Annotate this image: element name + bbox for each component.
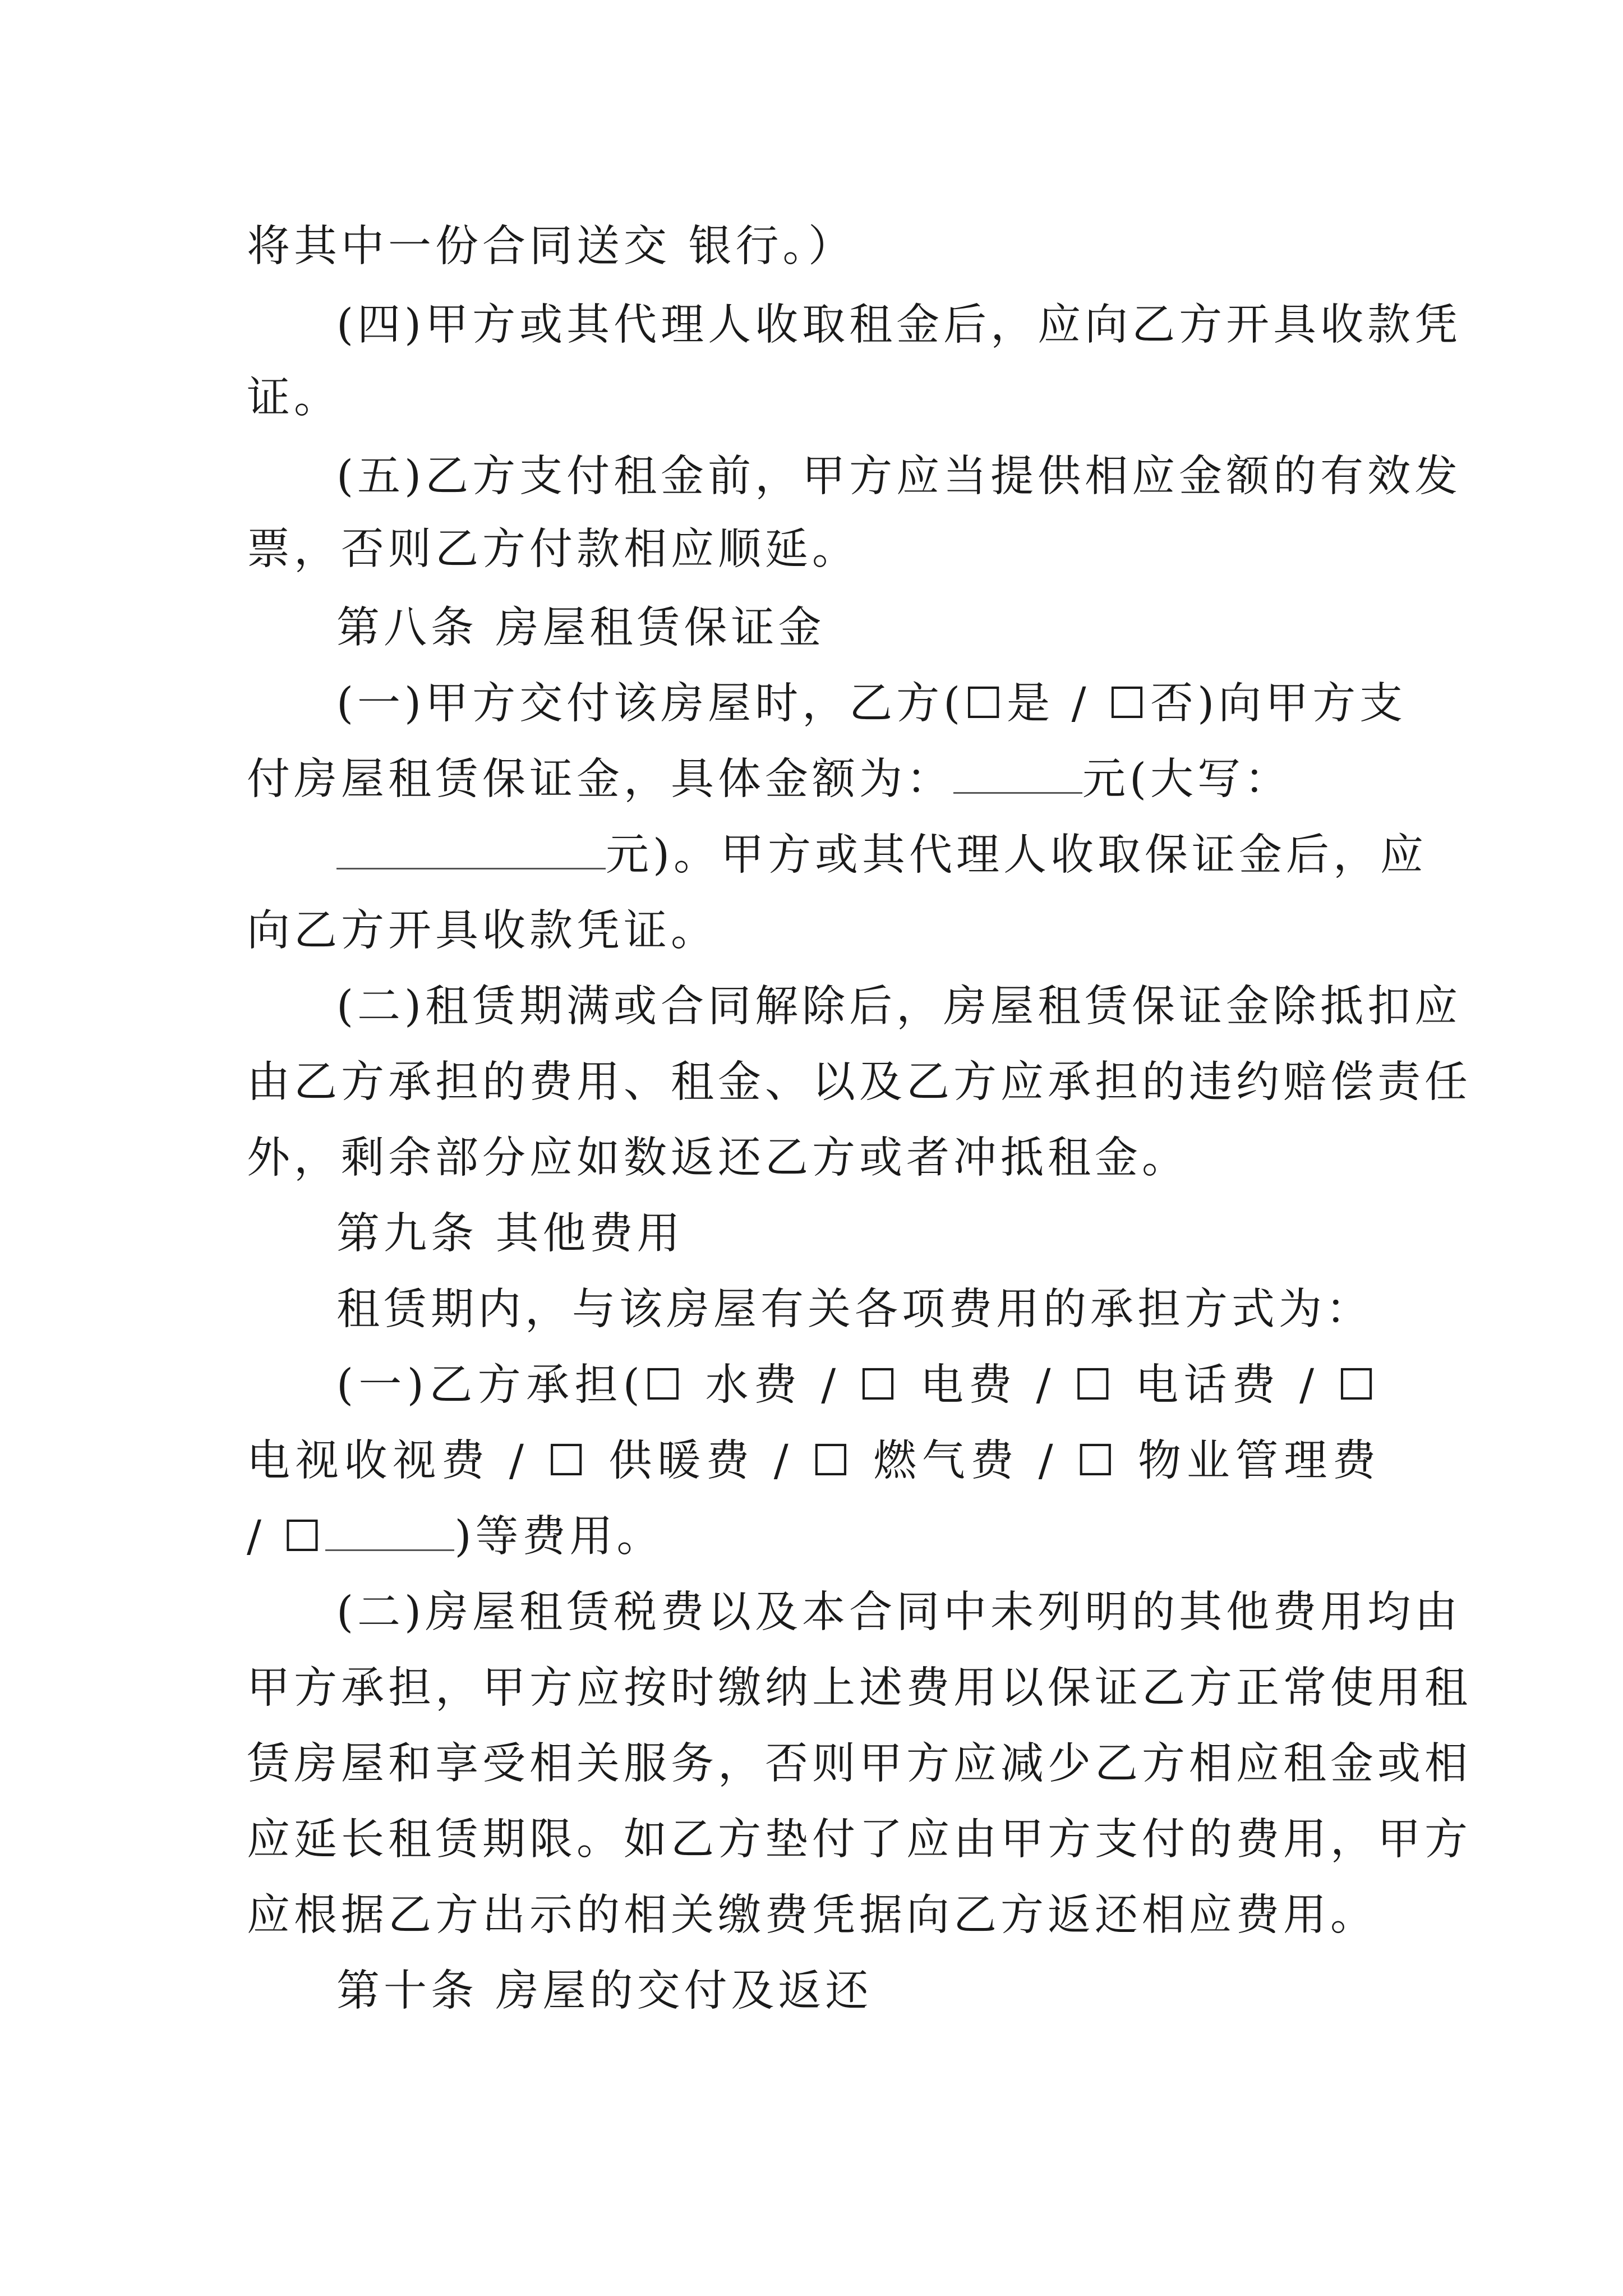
- text-line: 证。: [247, 373, 341, 423]
- article-9-heading: 第九条 其他费用: [336, 1209, 684, 1259]
- article-8-heading: 第八条 房屋租赁保证金: [336, 603, 826, 653]
- deposit-amount-blank: [953, 753, 1082, 794]
- text-line: 应延长租赁期限。如乙方垫付了应由甲方支付的费用，甲方: [247, 1815, 1472, 1865]
- deposit-uppercase-line: 元)。甲方或其代理人收取保证金后，应: [247, 827, 1380, 884]
- text-line: 电视收视费 / ☐ 供暖费 / ☐ 燃气费 / ☐ 物业管理费: [247, 1436, 1380, 1486]
- deposit-amount-line: 付房屋租赁保证金，具体金额为： 元(大写：: [247, 752, 1380, 808]
- clause-7-item-5: (五)乙方支付租金前，甲方应当提供相应金额的有效发: [336, 452, 1462, 501]
- text-line: 向乙方开具收款凭证。: [247, 906, 718, 956]
- clause-7-item-4: (四)甲方或其代理人收取租金后，应向乙方开具收款凭: [336, 300, 1462, 350]
- clause-8-item-1: (一)甲方交付该房屋时，乙方(☐是 / ☐否)向甲方支: [336, 679, 1407, 729]
- text-line: 外，剩余部分应如数返还乙方或者冲抵租金。: [247, 1133, 1189, 1183]
- text-line: 赁房屋和享受相关服务，否则甲方应减少乙方相应租金或相: [247, 1739, 1472, 1789]
- text-line: 甲方承担，甲方应按时缴纳上述费用以保证乙方正常使用租: [247, 1663, 1472, 1713]
- text-line: 票，否则乙方付款相应顺延。: [247, 524, 859, 574]
- text-line: 由乙方承担的费用、租金、以及乙方应承担的违约赔偿责任: [247, 1057, 1472, 1107]
- clause-8-item-2: (二)租赁期满或合同解除后，房屋租赁保证金除抵扣应: [336, 982, 1462, 1032]
- other-fee-blank: [325, 1510, 454, 1551]
- clause-9-item-1: (一)乙方承担(☐ 水费 / ☐ 电费 / ☐ 电话费 / ☐: [336, 1360, 1380, 1410]
- other-fees-line: / ☐ )等费用。: [247, 1509, 1380, 1565]
- article-10-heading: 第十条 房屋的交付及返还: [336, 1966, 873, 2016]
- text-line: 将其中一份合同送交 银行。）: [247, 222, 855, 272]
- text-line: 应根据乙方出示的相关缴费凭据向乙方返还相应费用。: [247, 1890, 1377, 1940]
- text-line: 租赁期内，与该房屋有关各项费用的承担方式为：: [336, 1285, 1373, 1335]
- clause-9-item-2: (二)房屋租赁税费以及本合同中未列明的其他费用均由: [336, 1588, 1462, 1637]
- deposit-uppercase-blank: [336, 829, 606, 869]
